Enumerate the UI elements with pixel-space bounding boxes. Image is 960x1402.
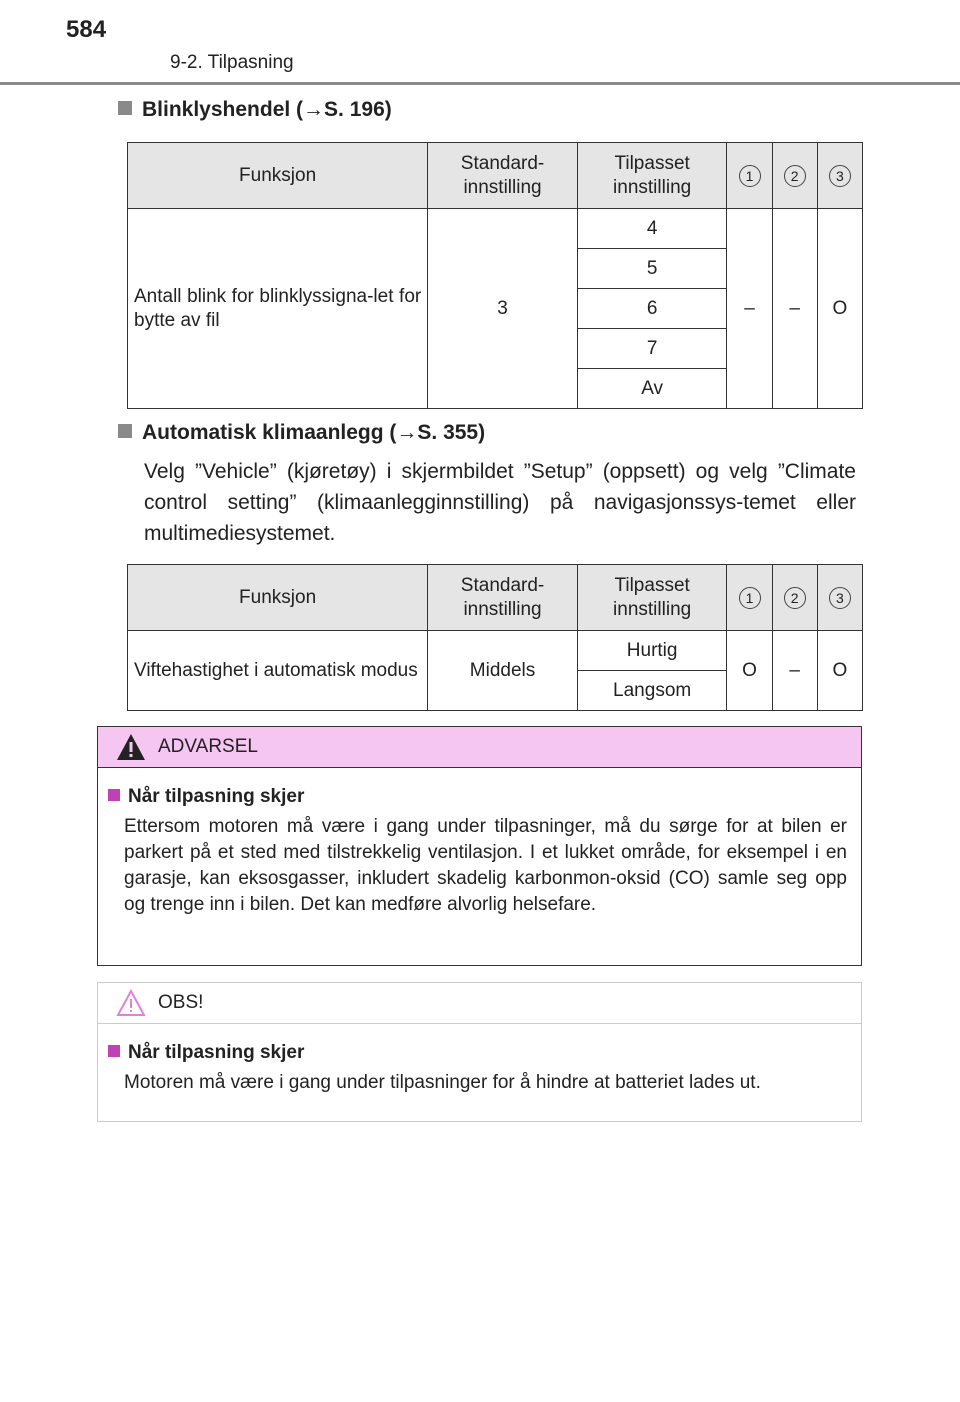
col-header-default: Standard- innstilling: [428, 565, 578, 631]
warning-subheading: Når tilpasning skjer: [108, 786, 847, 808]
col-header-custom: Tilpasset innstilling: [577, 565, 727, 631]
function-cell: Antall blink for blinklyssigna-let for bytte av fil: [128, 209, 428, 409]
col-header-function: Funksjon: [128, 565, 428, 631]
default-cell: Middels: [428, 631, 578, 711]
bullet-square-icon: [118, 101, 132, 115]
function-cell: Viftehastighet i automatisk modus: [128, 631, 428, 711]
section-heading-climate: Automatisk klimaanlegg (→S. 355): [118, 421, 485, 445]
bullet-square-icon: [108, 1045, 120, 1057]
option-cell: Hurtig: [577, 631, 727, 671]
notice-text: Motoren må være i gang under tilpasninger for å hindre at batteriet lades ut.: [124, 1072, 761, 1093]
warning-title: ADVARSEL: [158, 736, 258, 757]
col-header-3: 3: [817, 565, 862, 631]
col2-cell: –: [772, 209, 817, 409]
option-cell: Langsom: [577, 671, 727, 711]
col1-cell: –: [727, 209, 772, 409]
notice-subheading: Når tilpasning skjer: [108, 1042, 847, 1064]
notice-box: [97, 982, 862, 1122]
default-cell: 3: [428, 209, 578, 409]
climate-description: Velg ”Vehicle” (kjøretøy) i skjermbildet ”Setup” (oppsett) og velg ”Climate control setting” (klimaanlegginnstilling) på navigasjonssys-temet eller multimediesystemet.: [144, 460, 856, 545]
warning-box: [97, 726, 862, 966]
turn-signal-table: [127, 142, 863, 409]
bullet-square-icon: [118, 424, 132, 438]
bullet-square-icon: [108, 789, 120, 801]
col-header-custom: Tilpasset innstilling: [577, 143, 727, 209]
col2-cell: –: [772, 631, 817, 711]
col-header-1: 1: [727, 565, 772, 631]
col-header-1: 1: [727, 143, 772, 209]
climate-table: [127, 564, 863, 711]
col-header-3: 3: [817, 143, 862, 209]
option-cell: 6: [577, 289, 727, 329]
notice-title: OBS!: [158, 992, 204, 1013]
option-cell: 7: [577, 329, 727, 369]
section-title: 9-2. Tilpasning: [170, 52, 294, 73]
section-heading-turn-signal: Blinklyshendel (→S. 196): [118, 98, 392, 122]
warning-triangle-icon: [116, 733, 146, 761]
option-cell: Av: [577, 369, 727, 409]
col3-cell: O: [817, 209, 862, 409]
col-header-default: Standard- innstilling: [428, 143, 578, 209]
col-header-2: 2: [772, 143, 817, 209]
warning-text: Ettersom motoren må være i gang under tilpasninger, må du sørge for at bilen er parkert på et sted med tilstrekkelig ventilasjon. I et lukket område, for eksempel i en garasje, kan eksosgasser, inkludert skadelig karbonmon-oksid (CO) samle seg opp og trenge inn i bilen. Det kan medføre alvorlig helsefare.: [124, 816, 847, 915]
warning-header: [98, 727, 861, 768]
col1-cell: O: [727, 631, 772, 711]
col3-cell: O: [817, 631, 862, 711]
col-header-function: Funksjon: [128, 143, 428, 209]
header-divider: [0, 82, 960, 85]
page-number: 584: [66, 16, 107, 43]
caution-outline-icon: [116, 989, 146, 1017]
option-cell: 4: [577, 209, 727, 249]
col-header-2: 2: [772, 565, 817, 631]
option-cell: 5: [577, 249, 727, 289]
notice-header: [98, 983, 861, 1024]
